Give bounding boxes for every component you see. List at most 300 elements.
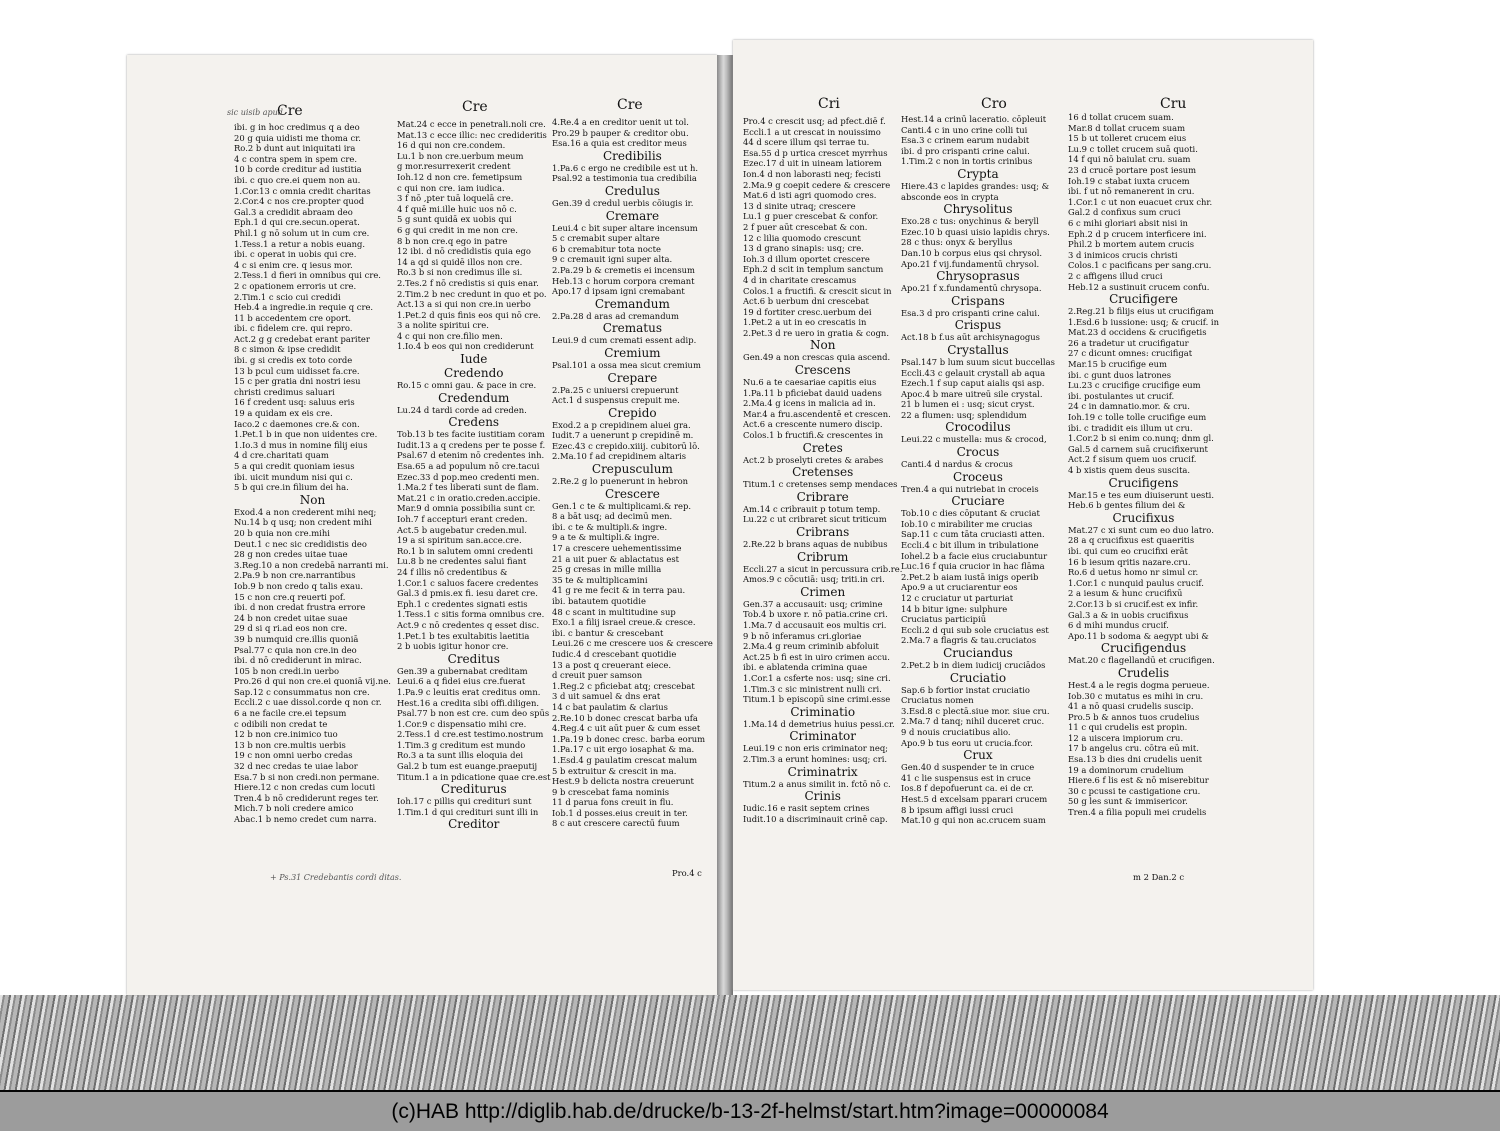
concordance-line: 4.Re.4 a en creditor uenit ut tol. — [552, 117, 689, 127]
concordance-line: Apo.11 b sodoma & aegypt ubi & — [1068, 630, 1209, 641]
concordance-line: Mat.21 c in oratio.creden.accipie. — [397, 492, 541, 503]
concordance-line: 4 d in charitate crescamus — [743, 274, 857, 285]
concordance-line: 2.Tess.1 d fieri in omnibus qui cre. — [234, 270, 381, 281]
concordance-line: 13 d sinite utraq; crescere — [743, 200, 856, 211]
concordance-line: Cruciatus participiū — [901, 614, 987, 625]
concordance-line: ibi. f ut nō remanerent in cru. — [1068, 186, 1195, 197]
concordance-line: Hest.4 a le regis dogma perueue. — [1068, 679, 1210, 690]
concordance-line: 2.Cor.4 c nos cre.propter quod — [234, 196, 365, 207]
concordance-line: 39 b numquid cre.illis quoniā — [234, 633, 359, 644]
concordance-line: Abac.1 b nemo credet cum narra. — [234, 814, 377, 824]
concordance-line: 1.Tim.3 g creditum est mundo — [397, 739, 526, 750]
concordance-line: 21 b lumen ei : usq; sicut cryst. — [901, 399, 1035, 410]
concordance-line: 2 f puer aūt crescebat & con. — [743, 221, 868, 232]
concordance-line: Apo.21 f vij.fundamentū chrysol. — [901, 258, 1040, 269]
concordance-line: Gal.3 a & in uobis crucifixus — [1068, 609, 1189, 620]
entry-headword: Crucifigendus — [1100, 641, 1187, 656]
entry-headword: Crucifixus — [1112, 510, 1175, 525]
concordance-line: Heb.12 a sustinuit crucem confu. — [1068, 281, 1210, 292]
concordance-line: 11 b accedentem cre oport. — [234, 312, 352, 323]
concordance-line: 4 c qui non cre.filio men. — [397, 330, 503, 341]
entry-headword: Criminatio — [790, 704, 856, 719]
concordance-line: 5 b qui cre.in filium dei ha. — [234, 482, 349, 493]
concordance-line: Act.6 b uerbum dni crescebat — [743, 296, 869, 307]
concordance-line: Eph.1 d qui cre.secun.operat. — [234, 217, 360, 228]
concordance-line: ibi. c operat in uobis qui cre. — [234, 249, 357, 260]
entry-headword: Chrysolitus — [943, 202, 1013, 217]
concordance-line: 1.Pa.9 c leuitis erat creditus omn. — [397, 686, 541, 697]
concordance-line: 2 c opationem erroris ut cre. — [234, 280, 357, 291]
concordance-line: Hiere.12 c non credas cum locuti — [234, 782, 376, 793]
concordance-line: Mat.23 d occidens & crucifigetis — [1068, 327, 1207, 338]
concordance-line: 2.Ma.4 g icens in malicia ad in. — [743, 398, 876, 409]
concordance-line: ibi. qui cum eo crucifixi erāt — [1068, 545, 1188, 556]
concordance-line: Leui.6 a q fidei eius cre.fuerat — [397, 676, 526, 687]
concordance-line: Phil.2 b mortem autem crucis — [1068, 239, 1195, 250]
concordance-line: 1.Cor.1 c nunquid paulus crucif. — [1068, 577, 1204, 588]
concordance-line: ibi. postulantes ut crucif. — [1068, 390, 1175, 401]
concordance-line: 14 f qui nō baiulat cru. suam — [1068, 154, 1191, 165]
concordance-line: 20 g quia uidisti me thoma cr. — [234, 132, 361, 143]
concordance-line: 35 te & multiplicamini — [552, 574, 648, 585]
concordance-line: Cruciatus nomen — [901, 695, 974, 706]
concordance-line: 19 a si spiritum san.acce.cre. — [397, 535, 522, 546]
concordance-line: Ro.1 b in salutem omni credenti — [397, 545, 534, 556]
entry-headword: Crispus — [954, 318, 1002, 333]
concordance-line: 9 b crescebat fama nominis — [552, 786, 670, 797]
entry-headword: Creditor — [448, 817, 500, 832]
concordance-line: Gal.2 b tum est euange.praeputij — [397, 761, 538, 772]
concordance-line: 3 f nō ,pter tuā loquelā cre. — [397, 193, 514, 204]
concordance-line: 22 a flumen: usq; splendidum — [901, 409, 1027, 420]
concordance-line: 2.Tim.3 a erunt homines: usq; cri. — [743, 753, 888, 764]
concordance-line: Psal.147 b lum suum sicut buccellas — [901, 356, 1055, 367]
concordance-line: Ro.2 b dunt aut iniquitati ira — [234, 143, 356, 154]
concordance-line: Psal.101 a ossa mea sicut cremium — [552, 359, 701, 370]
concordance-line: 2.Re.10 b donec crescat barba ufa — [552, 712, 698, 723]
concordance-line: Leui.22 c mustella: mus & crocod, — [901, 434, 1047, 445]
concordance-line: 2.Pa.25 c uniuersi crepuerunt — [552, 384, 679, 395]
concordance-line: Exo.28 c tus: onychinus & beryll — [901, 216, 1039, 227]
concordance-line: 2.Tess.1 d cre.est testimo.nostrum — [397, 729, 544, 740]
concordance-line: Ioh.19 c tolle tolle crucifige eum — [1068, 412, 1207, 423]
concordance-line: Pro.29 b pauper & creditor obu. — [552, 127, 689, 138]
right-page-header-2: Cro — [981, 96, 1007, 112]
concordance-line: 8 a bāt usq; ad decimū men. — [552, 511, 673, 522]
concordance-line: Mat.6 d isti agri quomodo cres. — [743, 190, 877, 201]
concordance-line: 1.Tim.1 d qui credituri sunt illi in — [397, 806, 539, 817]
concordance-line: Act.2 b proselyti cretes & arabes — [743, 454, 884, 465]
concordance-line: Heb.6 b gentes filium dei & — [1068, 500, 1186, 511]
concordance-line: 2.Tim.2 b nec credunt in quo et po. — [397, 288, 547, 299]
entry-headword: Crescere — [604, 486, 660, 501]
concordance-line: Psal.92 a testimonia tua credibilia — [552, 173, 697, 184]
concordance-line: 12 c lilia quomodo crescunt — [743, 232, 861, 243]
concordance-line: Iob.1 d posses.eius creuit in ter. — [552, 807, 688, 818]
left-column-2 — [397, 119, 551, 831]
right-page-header-1: Cri — [818, 96, 840, 112]
concordance-line: ibi. batautem quotidie — [552, 596, 646, 606]
concordance-line: ibi. e ablatenda crimina quae — [743, 662, 868, 673]
concordance-line: 20 b quia non cre.mihi — [234, 527, 330, 538]
concordance-line: 3 d inimicos crucis christi — [1068, 249, 1178, 260]
entry-headword: Cribrum — [797, 549, 849, 564]
concordance-line: 5 a qui credit quoniam iesus — [234, 461, 355, 471]
concordance-line: 1.Cor.13 c omnia credit charitas — [234, 185, 371, 196]
concordance-line: Ioh.17 c pillis qui credituri sunt — [397, 796, 532, 807]
concordance-line: Ioh.7 f accepturi erant creden. — [397, 514, 528, 524]
entry-headword: Iude — [460, 352, 488, 367]
entry-headword: Cruciare — [951, 494, 1005, 509]
left-catchword: Pro.4 c — [672, 868, 702, 878]
left-page — [127, 55, 717, 995]
concordance-line: Eccli.4 c bit illum in tribulatione — [901, 540, 1039, 551]
concordance-line: Gen.37 a accusauit: usq; crimine — [743, 598, 883, 609]
concordance-line: Hiere.6 f lis est & nō miserebitur — [1068, 775, 1209, 786]
concordance-line: Ios.8 f depofuerunt ca. ei de cr. — [901, 783, 1034, 794]
concordance-line: Mar.15 b crucifige eum — [1068, 359, 1167, 370]
concordance-line: Iudic.4 d crescebant quotidie — [552, 648, 677, 659]
concordance-line: Esa.13 b dies dni crudelis uenit — [1068, 754, 1202, 765]
concordance-line: 26 a tradetur ut crucifigatur — [1068, 337, 1189, 348]
concordance-line: ibi. g si credis ex toto corde — [234, 355, 353, 366]
concordance-line: Tob.10 c dies cōputant & cruciat — [901, 508, 1040, 519]
concordance-line: 12 c cruciatur ut parturiat — [901, 593, 1014, 603]
concordance-line: 28 c thus: onyx & beryllus — [901, 237, 1013, 248]
concordance-line: Apo.21 f x.fundamentū chrysopa. — [901, 283, 1042, 294]
concordance-line: 2.Ma.10 f ad crepidinem altaris — [552, 451, 687, 462]
concordance-line: Iob.30 c mutatus es mihi in cru. — [1068, 690, 1204, 701]
concordance-line: Iohel.2 b a facie eius cruciabuntur — [901, 550, 1048, 561]
concordance-line: 2.Ma.4 g reum criminib abfoluit — [743, 641, 879, 652]
entry-headword: Cretes — [802, 440, 843, 455]
concordance-line: 16 f credent usq: saluus eris — [234, 397, 355, 408]
concordance-line: Sap.12 c consummatus non cre. — [234, 686, 370, 697]
concordance-line: ibi. c gunt duos latrones — [1068, 369, 1172, 380]
concordance-line: ibi. d non credat frustra errore — [234, 602, 366, 613]
concordance-line: 2.Re.2 g lo puenerunt in hebron — [552, 476, 689, 487]
concordance-line: christi credimus saluari — [234, 386, 335, 397]
entry-headword: Croceus — [953, 469, 1003, 484]
entry-headword: Crypta — [957, 166, 999, 181]
entry-headword: Non — [299, 492, 326, 507]
concordance-line: Act.2 g g credebat erant pariter — [234, 333, 370, 344]
concordance-line: Iaco.2 c daemones cre.& con. — [234, 418, 360, 429]
concordance-line: 12 a uiscera impiorum cru. — [1068, 732, 1184, 743]
concordance-line: Canti.4 c in uno crine colli tui — [901, 124, 1028, 135]
concordance-line: Apoc.4 b mare uitreū sile crystal. — [901, 388, 1043, 399]
concordance-line: 8 c simon & ipse credidit — [234, 344, 341, 355]
concordance-line: Leui.26 c me crescere uos & crescere — [552, 638, 713, 649]
concordance-line: Apo.9 a ut cruciarentur eos — [901, 582, 1018, 593]
concordance-line: Lu.8 b ne credentes salui fiant — [397, 556, 527, 567]
concordance-line: Hest.16 a credita sibi offi.diligen. — [397, 697, 540, 708]
concordance-line: Hest.9 b delicta nostra creuerunt — [552, 776, 694, 787]
concordance-line: Colos.1 a fructifi. & crescit sicut in — [743, 285, 892, 296]
concordance-line: Lu.23 c crucifige crucifige eum — [1068, 380, 1201, 391]
concordance-line: Act.5 b augebatur creden.mul. — [397, 524, 527, 535]
concordance-line: 14 b bitur igne: sulphure — [901, 603, 1008, 614]
concordance-line: Tren.4 a filia populi mei crudelis — [1068, 807, 1207, 818]
concordance-line: 25 g cresas in mille millia — [552, 564, 662, 575]
concordance-line: 1.Pet.2 a ut in eo crescatis in — [743, 317, 867, 328]
concordance-line: Heb.4 a ingredie.in requie q cre. — [234, 302, 374, 313]
concordance-line: Ezec.43 c crepido.xiiij. cubitorū lō. — [552, 440, 700, 451]
concordance-line: 6 g qui credit in me non cre. — [397, 224, 518, 235]
concordance-line: Exod.4 a non crederent mihi neq; — [234, 506, 377, 517]
concordance-line: 1.Io.3 d mus in nomine filij eius — [234, 439, 368, 450]
concordance-line: 1.Tim.3 c sic ministrent nulli cri. — [743, 683, 882, 694]
entry-headword: Cruciatio — [949, 670, 1007, 685]
concordance-line: 1.Io.4 b eos qui non crediderunt — [397, 341, 534, 352]
concordance-line: Hiere.43 c lapides grandes: usq; & — [901, 180, 1050, 191]
entry-headword: Crepare — [607, 370, 658, 385]
concordance-line: Iudit.7 a uenerunt p crepidinē m. — [552, 430, 694, 441]
concordance-line: 12 ibi. d nō credidistis quia ego — [397, 246, 531, 257]
concordance-line: 1.Tess.1 c sitis forma omnibus cre. — [397, 609, 545, 620]
entry-headword: Cretenses — [792, 465, 854, 480]
book-gutter — [717, 55, 733, 995]
concordance-line: 6 b cremabitur tota nocte — [552, 243, 661, 254]
left-column-1 — [234, 122, 391, 825]
concordance-line: 1.Pa.6 c ergo ne credibile est ut h. — [552, 162, 699, 173]
concordance-line: d creuit puer samson — [552, 670, 643, 681]
entry-headword: Chrysoprasus — [936, 269, 1020, 284]
concordance-line: 8 b non cre.q ego in patre — [397, 235, 508, 246]
concordance-line: ibi. c te & multipli.& ingre. — [552, 521, 668, 532]
concordance-line: Gal.5 d carnem suā crucifixerunt — [1068, 443, 1208, 454]
concordance-line: Pro.26 d qui non cre.ei quoniā vij.ne. — [234, 676, 391, 687]
concordance-line: Esa.7 b si non credi.non permane. — [234, 771, 380, 782]
entry-headword: Credens — [448, 415, 500, 430]
concordance-line: 14 c bat paulatim & clarius — [552, 701, 668, 712]
concordance-line: 21 a uit puer & ablactatus est — [552, 553, 679, 564]
concordance-line: 2.Cor.13 b si crucif.est ex infir. — [1068, 598, 1199, 609]
concordance-line: 28 a q crucifixus est quaeritis — [1068, 535, 1195, 546]
concordance-line: 10 b corde creditur ad iustitia — [234, 164, 362, 175]
concordance-line: Canti.4 d nardus & crocus — [901, 459, 1013, 470]
concordance-line: Ezec.17 d uit in uineam latiorem — [743, 158, 882, 169]
concordance-line: Mar.9 d omnia possibilia sunt cr. — [397, 503, 536, 514]
concordance-line: Nu.14 b q usq; non credent mihi — [234, 517, 372, 528]
concordance-line: Iudic.16 e rasit septem crines — [743, 803, 870, 814]
concordance-line: 3.Reg.10 a non credebā narranti mi. — [234, 559, 389, 570]
concordance-line: Gen.39 d credul uerbis cōiugis ir. — [552, 197, 694, 208]
concordance-line: Apo.9 b tus eoru ut crucia.fcor. — [901, 737, 1033, 748]
concordance-line: Esa.3 c crinem earum nudabit — [901, 135, 1030, 146]
concordance-line: 15 c non cre.q reuerti pof. — [234, 591, 346, 602]
entry-headword: Cruciandus — [943, 645, 1013, 660]
concordance-line: 19 c non omni uerbo credas — [234, 750, 353, 761]
scan-edge-noise — [0, 995, 1500, 1090]
entry-headword: Crimen — [800, 584, 846, 599]
entry-headword: Cremium — [604, 345, 661, 360]
concordance-line: 9 b nō inferamus cri.gloriae — [743, 630, 862, 641]
concordance-line: Exo.1 a filij israel creue.& cresce. — [552, 617, 696, 628]
concordance-line: 11 d parua fons creuit in flu. — [552, 797, 674, 808]
concordance-line: 1.Pa.11 b pficiebat dauid uadens — [743, 387, 882, 398]
concordance-line: 2.Pa.29 b & cremetis ei incensum — [552, 264, 695, 275]
right-column-2 — [901, 114, 1055, 826]
entry-headword: Crepusculum — [591, 462, 673, 477]
concordance-line: Ro.6 d uetus homo nr simul cr. — [1068, 567, 1199, 578]
entry-headword: Crepido — [608, 405, 657, 420]
concordance-line: 1.Ma.14 d demetrius huius pessi.cr. — [743, 718, 895, 729]
concordance-line: Hest.5 d excelsam pparari crucem — [901, 793, 1048, 804]
concordance-line: Apo.17 d ipsam igni cremabant — [552, 286, 685, 297]
concordance-line: 16 d qui non cre.condem. — [397, 140, 506, 151]
concordance-line: 1.Pa.17 c uit ergo iosaphat & ma. — [552, 744, 695, 755]
concordance-line: Titum.1 c cretenses semp mendaces — [743, 479, 898, 490]
concordance-line: absconde eos in crypta — [901, 191, 999, 202]
concordance-line: 1.Esd.6 b iussione: usq; & crucif. in — [1068, 316, 1219, 327]
entry-headword: Credulus — [604, 183, 660, 198]
concordance-line: 13 b non cre.multis uerbis — [234, 739, 346, 750]
concordance-line: Sap.6 b fortior instat cruciatio — [901, 684, 1030, 695]
entry-headword: Crux — [963, 748, 993, 763]
concordance-line: 1.Cor.9 c dispensatio mihi cre. — [397, 718, 527, 729]
entry-headword: Crispans — [951, 293, 1005, 308]
entry-headword: Credendum — [438, 390, 510, 405]
concordance-line: Lu.22 c ut cribraret sicut triticum — [743, 514, 887, 525]
concordance-line: Esa.65 a ad populum nō cre.tacui — [397, 461, 540, 472]
entry-headword: Crinis — [804, 789, 841, 804]
concordance-line: 16 b iesum qritis nazare.cru. — [1068, 556, 1191, 567]
concordance-line: Lu.9 c tollet crucem suā quoti. — [1068, 143, 1198, 154]
copyright-footer: (c)HAB http://diglib.hab.de/drucke/b-13-2f-helmst/start.htm?image=00000084 — [0, 1092, 1500, 1131]
concordance-line: Eph.2 d p crucem interficere ini. — [1068, 228, 1207, 239]
concordance-line: Gal.2 d confixus sum cruci — [1068, 207, 1181, 218]
concordance-line: 4 d cre.charitati quam — [234, 450, 329, 461]
concordance-line: 5 g sunt quidā ex uobis qui — [397, 214, 512, 225]
concordance-line: 24 c in damnatio.mor. & cru. — [1068, 401, 1190, 412]
concordance-line: 48 c scant in multitudine sup — [552, 606, 676, 617]
concordance-line: 1.Esd.4 g paulatim crescat malum — [552, 754, 698, 765]
concordance-line: Lu.24 d tardi corde ad creden. — [397, 404, 527, 415]
concordance-line: Tren.4 a qui nutriebat in croceis — [901, 483, 1039, 494]
concordance-line: 19 d fortiter cresc.uerbum dei — [743, 306, 872, 317]
concordance-line: Ro.3 a ta sunt illis eloquia dei — [397, 750, 524, 761]
concordance-line: 28 g non credes uitae tuae — [234, 549, 348, 560]
concordance-line: 8 c aut crescere carectū fuum — [552, 818, 680, 829]
concordance-line: 2.Ma.7 d tanq; nihil duceret cruc. — [901, 716, 1045, 727]
entry-headword: Cremandum — [594, 296, 670, 311]
entry-headword: Crocodilus — [945, 420, 1011, 435]
concordance-line: Act.25 b fi est in uiro crimen accu. — [743, 651, 890, 662]
concordance-line: 30 c pcussi te castigatione cru. — [1068, 785, 1201, 796]
right-page-header-3: Cru — [1160, 96, 1187, 112]
concordance-line: Ioh.19 c stabat iuxta crucem — [1068, 175, 1190, 186]
concordance-line: Eccli.43 c gelauit crystall ab aqua — [901, 367, 1046, 378]
concordance-line: 1.Pet.1 b in que non uidentes cre. — [234, 429, 378, 440]
concordance-line: Amos.9 c cōcutiā: usq; triti.in cri. — [743, 574, 885, 585]
concordance-line: 13 d grano sinapis: usq; cre. — [743, 243, 864, 254]
concordance-line: Ro.15 c omni gau. & pace in cre. — [397, 380, 537, 391]
concordance-line: Sap.11 c cum tāta cruciasti atten. — [901, 529, 1045, 540]
right-catchword: m 2 Dan.2 c — [1133, 872, 1185, 882]
concordance-line: 2 a iesum & hunc crucifixū — [1068, 588, 1183, 599]
entry-headword: Crematus — [602, 321, 663, 336]
concordance-line: ibi. g in hoc credimus q a deo — [234, 122, 360, 132]
concordance-line: Ioh.3 d illum oportet crescere — [743, 253, 870, 264]
concordance-line: Gen.49 a non crescas quia ascend. — [743, 352, 891, 363]
concordance-line: 15 c per gratia dni nostri iesu — [234, 376, 361, 387]
concordance-line: 1.Cor.1 c saluos facere credentes — [397, 577, 539, 588]
entry-headword: Crocus — [956, 445, 1000, 460]
concordance-line: Pro.5 b & annos tuos crudelius — [1068, 711, 1200, 722]
concordance-line: 1.Cor.2 b si enim co.nunq; dnm gl. — [1068, 433, 1214, 444]
concordance-line: 1.Cor.1 a csferte nos: usq; sine cri. — [743, 672, 891, 683]
concordance-line: Mat.13 c ecce illic: nec credideritis — [397, 129, 547, 140]
entry-headword: Crucifigens — [1108, 475, 1179, 490]
concordance-line: Act.18 b f.us aūt archisynagogus — [901, 332, 1040, 343]
concordance-line: 2.Pet.2 b aiam iustā inigs operib — [901, 571, 1039, 582]
concordance-line: 2.Re.22 b brans aquas de nubibus — [743, 539, 888, 549]
concordance-line: 4 b xistis quem deus suscita. — [1068, 465, 1191, 475]
concordance-line: 9 a te & multipli.& ingre. — [552, 532, 660, 543]
concordance-line: 105 b non credi.in uerbo — [234, 665, 340, 676]
concordance-line: Iudit.10 a discriminauit crinē cap. — [743, 813, 888, 824]
concordance-line: 2.Pet.2 b in diem iudicij cruciādos — [901, 659, 1046, 670]
right-column-1 — [743, 116, 902, 824]
concordance-line: Act.9 c nō credentes q esset disc. — [397, 619, 540, 630]
concordance-line: Leui.4 c bit super altare incensum — [552, 222, 698, 233]
concordance-line: 2.Pa.9 b non cre.narrantibus — [234, 570, 356, 581]
concordance-line: g mor.resurrexerit credent — [397, 161, 511, 172]
concordance-line: 2 b uobis igitur honor cre. — [397, 641, 509, 652]
concordance-line: Act.13 a si qui non cre.in uerbo — [397, 299, 531, 310]
concordance-line: Ro.3 b si non credimus ille si. — [397, 267, 523, 278]
concordance-line: Eph.2 d scit in templum sanctum — [743, 264, 884, 275]
concordance-line: 14 a qd si quidē illos non cre. — [397, 256, 523, 267]
concordance-line: 24 b non credet uitae suae — [234, 612, 348, 623]
concordance-line: 2.Tes.2 f nō credistis si quis enar. — [397, 277, 539, 288]
concordance-line: Eccli.2 c uae dissol.corde q non cr. — [234, 697, 382, 708]
concordance-line: 9 c cremauit igni super alta. — [552, 254, 673, 265]
concordance-line: 4 f quē mi.ille huic uos nō c. — [397, 203, 517, 214]
concordance-line: Ezec.33 d pop.meo credenti men. — [397, 471, 540, 482]
entry-headword: Creditus — [447, 651, 500, 666]
concordance-line: 17 b angelus cru. cōtra eū mit. — [1068, 743, 1199, 754]
entry-headword: Crucifigere — [1109, 292, 1178, 307]
concordance-line: Mat.27 c xi sunt cum eo duo latro. — [1068, 524, 1214, 535]
left-column-3 — [552, 117, 713, 829]
concordance-line: Colos.1 b fructifi.& crescentes in — [743, 430, 884, 441]
concordance-line: Gal.3 d pmis.ex fi. iesu daret cre. — [397, 588, 538, 599]
concordance-line: Gen.40 d suspender te in cruce — [901, 762, 1035, 773]
concordance-line: 15 b ut tolleret crucem eius — [1068, 133, 1187, 144]
concordance-line: Gal.3 a credidit abraam deo — [234, 206, 353, 217]
concordance-line: 24 f illis nō credentibus & — [397, 566, 508, 577]
entry-headword: Criminator — [789, 729, 857, 744]
concordance-line: Ion.4 d non laborasti neq; fecisti — [743, 168, 881, 179]
concordance-line: Iob.10 c mirabiliter me crucias — [901, 518, 1033, 529]
concordance-line: ibi. c bantur & crescebant — [552, 627, 664, 638]
concordance-line: 1.Pet.2 d quis finis eos qui nō cre. — [397, 309, 541, 320]
concordance-line: Eph.1 c credentes signati estis — [397, 598, 528, 609]
concordance-line: 23 d crucē portare post iesum — [1068, 164, 1197, 175]
concordance-line: 5 c cremabit super altare — [552, 233, 660, 244]
concordance-line: ibi. d pro crispanti crine calui. — [901, 145, 1030, 156]
left-margin-note-top: sic uisib apud — [227, 108, 283, 117]
concordance-line: Pro.4 c crescit usq; ad pfect.diē f. — [743, 116, 886, 126]
concordance-line: Gen.1 c te & multiplicami.& rep. — [552, 500, 691, 511]
concordance-line: ibi. c fidelem cre. qui repro. — [234, 323, 353, 334]
concordance-line: Eccli.1 a ut crescat in nouissimo — [743, 126, 881, 137]
concordance-line: Mich.7 b noli credere amico — [234, 803, 354, 814]
concordance-line: 44 d scere illum qsi terrae tu. — [743, 137, 870, 148]
concordance-line: ibi. c quo cre.ei quem non au. — [234, 174, 361, 185]
